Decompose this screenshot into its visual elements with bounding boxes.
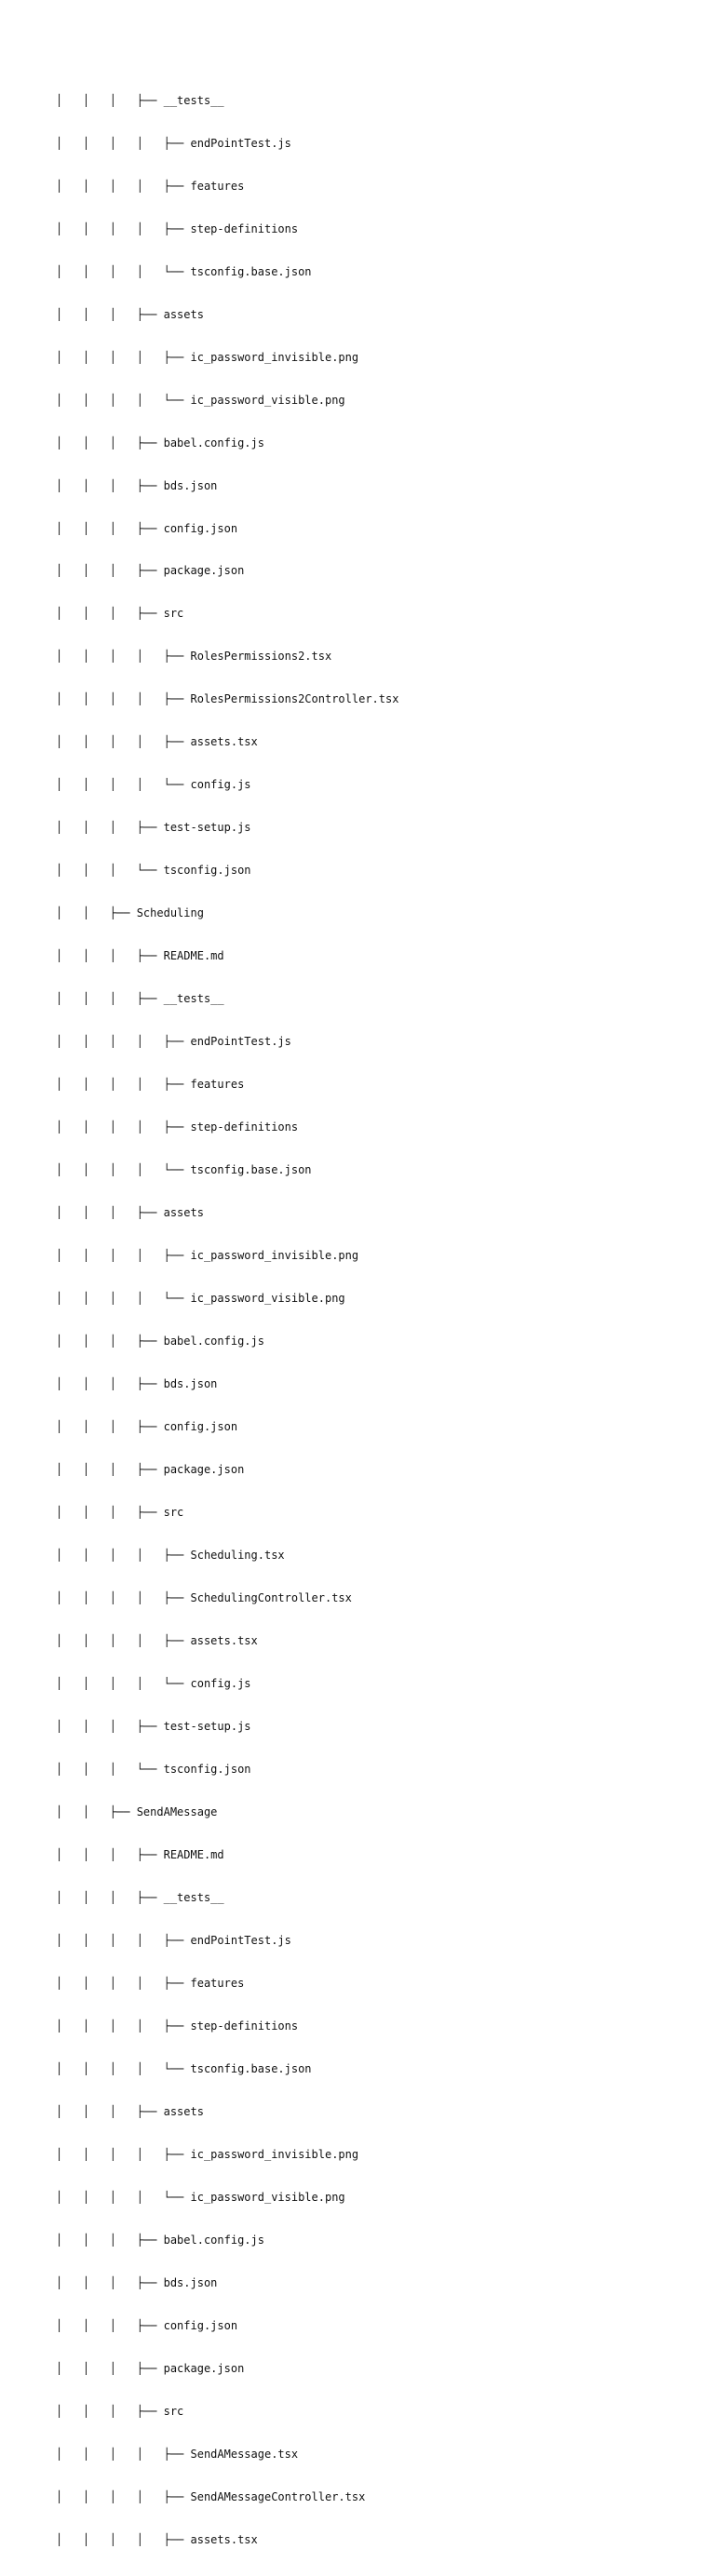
tree-line: │ │ │ ├── bds.json: [56, 1377, 218, 1391]
tree-line: │ │ │ │ ├── endPointTest.js: [56, 136, 291, 150]
tree-line: │ │ │ └── tsconfig.json: [56, 864, 251, 878]
tree-line: │ │ │ │ ├── RolesPermissions2.tsx: [56, 650, 332, 664]
tree-line: │ │ │ │ ├── Scheduling.tsx: [56, 1549, 285, 1563]
tree-line: │ │ │ ├── babel.config.js: [56, 436, 264, 449]
tree-line: │ │ │ ├── assets: [56, 2104, 204, 2118]
tree-line: │ │ │ ├── src: [56, 2404, 184, 2418]
tree-line: │ │ │ ├── package.json: [56, 2361, 245, 2375]
tree-line: │ │ │ ├── config.json: [56, 521, 238, 535]
tree-line: │ │ │ │ ├── SendAMessageController.tsx: [56, 2489, 366, 2503]
tree-line: │ │ │ ├── babel.config.js: [56, 2233, 264, 2247]
tree-line: │ │ │ │ ├── ic_password_invisible.png: [56, 350, 359, 364]
tree-line: │ │ ├── Scheduling: [56, 906, 204, 920]
tree-line: │ │ │ │ └── tsconfig.base.json: [56, 2061, 312, 2075]
tree-line: │ │ │ ├── test-setup.js: [56, 1720, 251, 1734]
tree-line: │ │ │ │ └── config.js: [56, 778, 251, 792]
tree-line: │ │ │ └── tsconfig.json: [56, 1763, 251, 1777]
directory-tree: [56, 65, 398, 2576]
tree-line: │ │ │ ├── babel.config.js: [56, 1335, 264, 1348]
tree-line: │ │ │ │ ├── step-definitions: [56, 1120, 299, 1134]
tree-line: │ │ │ │ └── ic_password_visible.png: [56, 393, 345, 407]
tree-line: │ │ │ │ └── ic_password_visible.png: [56, 1292, 345, 1306]
tree-line: │ │ │ │ ├── features: [56, 1976, 245, 1990]
tree-line: │ │ │ ├── src: [56, 607, 184, 621]
tree-line: │ │ │ ├── assets: [56, 1206, 204, 1220]
tree-line: │ │ │ │ └── tsconfig.base.json: [56, 264, 312, 278]
tree-line: │ │ │ │ ├── assets.tsx: [56, 1634, 258, 1648]
tree-line: │ │ │ ├── package.json: [56, 1463, 245, 1477]
tree-line: │ │ │ │ ├── step-definitions: [56, 221, 299, 235]
tree-line: │ │ │ ├── assets: [56, 307, 204, 321]
tree-line: │ │ │ │ └── tsconfig.base.json: [56, 1163, 312, 1177]
tree-line: │ │ │ ├── bds.json: [56, 2275, 218, 2289]
tree-line: │ │ │ ├── src: [56, 1506, 184, 1520]
tree-line: │ │ │ │ ├── SendAMessage.tsx: [56, 2447, 299, 2461]
tree-line: │ │ │ │ ├── ic_password_invisible.png: [56, 1249, 359, 1263]
tree-line: │ │ │ │ ├── assets.tsx: [56, 2532, 258, 2546]
tree-line: │ │ │ │ ├── ic_password_invisible.png: [56, 2147, 359, 2161]
tree-line: │ │ │ ├── __tests__: [56, 992, 224, 1006]
tree-line: │ │ │ ├── __tests__: [56, 93, 224, 107]
tree-line: │ │ │ │ ├── RolesPermissions2Controller.tsx: [56, 692, 399, 706]
tree-line: │ │ │ │ ├── endPointTest.js: [56, 1933, 291, 1947]
tree-line: │ │ │ │ └── ic_password_visible.png: [56, 2190, 345, 2204]
tree-line: │ │ ├── SendAMessage: [56, 1805, 218, 1819]
tree-line: │ │ │ │ ├── assets.tsx: [56, 735, 258, 749]
tree-line: │ │ │ ├── README.md: [56, 1848, 224, 1862]
tree-line: │ │ │ ├── README.md: [56, 949, 224, 963]
tree-line: │ │ │ │ ├── step-definitions: [56, 2019, 299, 2033]
tree-line: │ │ │ │ ├── features: [56, 1078, 245, 1092]
tree-line: │ │ │ ├── bds.json: [56, 478, 218, 492]
tree-line: │ │ │ │ ├── endPointTest.js: [56, 1035, 291, 1049]
tree-line: │ │ │ │ ├── SchedulingController.tsx: [56, 1591, 352, 1605]
tree-line: │ │ │ │ └── config.js: [56, 1677, 251, 1691]
tree-line: │ │ │ ├── __tests__: [56, 1891, 224, 1904]
tree-line: │ │ │ │ ├── features: [56, 179, 245, 193]
tree-line: │ │ │ ├── test-setup.js: [56, 821, 251, 835]
tree-line: │ │ │ ├── config.json: [56, 1420, 238, 1434]
tree-line: │ │ │ ├── package.json: [56, 564, 245, 578]
tree-line: │ │ │ ├── config.json: [56, 2318, 238, 2332]
